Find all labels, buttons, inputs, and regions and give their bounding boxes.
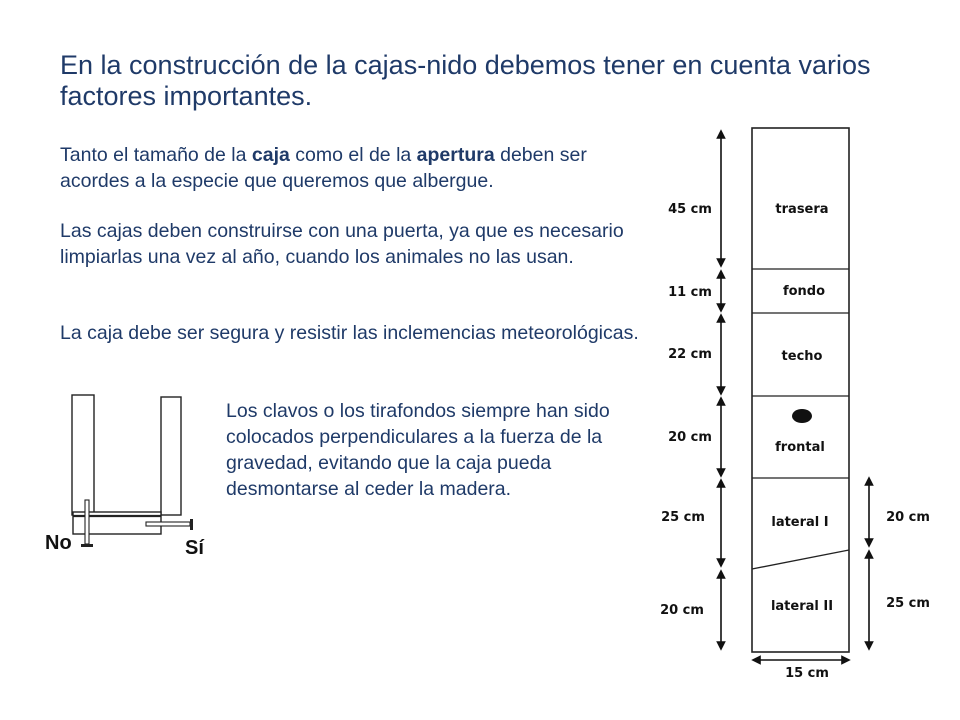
dimension-label: 20 cm [668,430,712,445]
horizontal-nail-head [190,519,193,530]
page-title: En la construcción de la cajas-nido debemos tener en cuenta varios factores importantes. [60,50,871,111]
panel-fondo: fondo [782,284,826,299]
paragraph-text: como el de la [289,144,417,166]
paragraph-size [60,142,640,194]
paragraph-text: Tanto el tamaño de la [60,144,252,166]
label-si: Sí [185,537,204,559]
left-board [72,395,94,515]
dimension-label: 25 cm [886,596,930,611]
dimension-label: 20 cm [660,603,704,618]
paragraph-nails: Los clavos o los tirafondos siempre han sido colocados perpendiculares a la fuerza de la gravedad, evitando que la caja pueda desmontarse al ceder la madera. [226,400,610,500]
entrance-hole-icon [792,409,812,423]
panel-lateral-2: lateral II [770,599,834,614]
panel-techo: techo [781,349,823,364]
panel-lateral-1: lateral I [771,515,829,530]
panel-frontal: frontal [775,440,825,455]
horizontal-nail [146,522,190,526]
bold-term-apertura: apertura [416,144,495,166]
right-board [161,397,181,515]
dimension-label: 22 cm [668,347,712,362]
width-label: 15 cm [785,666,829,681]
label-no: No [45,532,72,554]
vertical-nail [85,500,89,544]
board-cutting-diagram [640,110,960,710]
bold-term-caja: caja [251,144,290,166]
dimension-label: 11 cm [668,285,712,300]
panel-trasera: trasera [775,202,829,217]
dimension-label: 45 cm [668,202,712,217]
paragraph-text: deben ser acordes a la especie que queremos que albergue. [60,144,587,192]
vertical-nail-head [81,544,93,547]
dimension-label: 25 cm [661,510,705,525]
paragraph-safety: La caja debe ser segura y resistir las inclemencias meteorológicas. [60,322,639,344]
paragraph-door: Las cajas deben construirse con una puerta, ya que es necesario limpiarlas una vez al año, cuando los animales no las usan. [60,220,624,268]
dimension-label: 20 cm [886,510,930,525]
